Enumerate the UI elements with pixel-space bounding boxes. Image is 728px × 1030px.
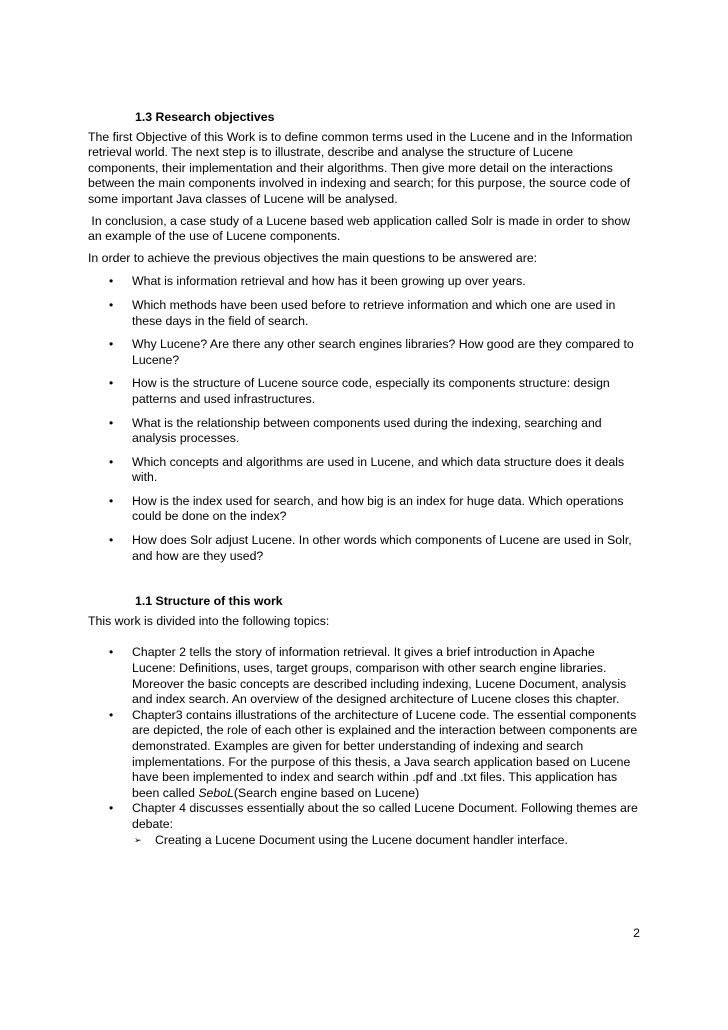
heading-structure-of-work: 1.1 Structure of this work xyxy=(135,594,283,609)
sub-list-item xyxy=(132,833,638,849)
list-item xyxy=(88,274,638,290)
page-number: 2 xyxy=(633,926,640,940)
list-item xyxy=(88,801,638,848)
list-item xyxy=(88,494,638,525)
list-item xyxy=(88,337,638,368)
bullet-icon: • xyxy=(109,533,114,548)
list-item-text: How does Solr adjust Lucene. In other words which components of Lucene are used in Solr, and how are they used? xyxy=(132,533,632,563)
paragraph-topics-intro: This work is divided into the following topics: xyxy=(88,613,330,628)
bullet-icon: • xyxy=(109,415,114,430)
paragraph-conclusion: In conclusion, a case study of a Lucene based web application called Solr is made in order to show an example of the use of Lucene components. xyxy=(88,213,634,244)
chapter-2-text: Chapter 2 tells the story of information retrieval. It gives a brief introduction in Apache Lucene: Definitions, uses, target groups, comparison with other search engine libraries. Moreover the basic concepts are described including indexing, Lucene Document, analysis and index search. An overview of the designed architecture of Lucene closes this chapter. xyxy=(132,645,627,707)
section-spacer xyxy=(88,572,638,594)
list-item xyxy=(88,533,638,564)
list-item-text: Which methods have been used before to retrieve information and which one are used in these days in the field of search. xyxy=(132,297,616,328)
chapter-3-text-end: (Search engine based on Lucene) xyxy=(233,785,420,800)
questions-list xyxy=(88,274,638,564)
list-item xyxy=(88,645,638,707)
bullet-icon: • xyxy=(109,297,114,312)
chapters-list xyxy=(88,645,638,848)
arrow-bullet-icon: ➢ xyxy=(134,834,142,845)
bullet-icon: • xyxy=(109,645,114,660)
heading-research-objectives: 1.3 Research objectives xyxy=(135,110,275,124)
bullet-icon: • xyxy=(109,454,114,469)
bullet-icon: • xyxy=(109,376,114,391)
bullet-icon: • xyxy=(109,493,114,508)
list-item xyxy=(88,298,638,329)
paragraph-questions-intro: In order to achieve the previous objectives the main questions to be answered are: xyxy=(88,250,538,265)
bullet-icon: • xyxy=(109,337,114,352)
bullet-icon: • xyxy=(109,801,114,816)
list-item-text: What is the relationship between components used during the indexing, searching and analysis processes. xyxy=(132,415,602,446)
chapter-3-text: Chapter3 contains illustrations of the architecture of Lucene code. The essential components are depicted, the role of each other is explained and the interaction between components are demonstrated. Examples are given for better understanding of indexing and search implementations. For the purpose of this thesis, a Java search application based on Lucene have been implemented to index and search within .pdf and .txt files. This application has been called xyxy=(132,707,638,800)
sebol-name: SeboL xyxy=(198,785,234,800)
list-item-text: What is information retrieval and how has it been growing up over years. xyxy=(132,274,526,289)
list-item-text: Why Lucene? Are there any other search engines libraries? How good are they compared to Lucene? xyxy=(132,337,634,367)
bullet-icon: • xyxy=(109,707,114,722)
list-item xyxy=(88,708,638,802)
chapter-4-text: Chapter 4 discusses essentially about the so called Lucene Document. Following themes are debate: xyxy=(132,801,638,831)
paragraph-objectives: The first Objective of this Work is to define common terms used in the Lucene and in the Information retrieval world. The next step is to illustrate, describe and analyse the structure of Lucene components, their implementation and their algorithms. Then give more detail on the interactions between the main components involved in indexing and search; for this purpose, the source code of some important Java classes of Lucene will be analysed. xyxy=(88,129,633,206)
list-item-text: How is the index used for search, and how big is an index for huge data. Which operations could be done on the index? xyxy=(132,493,624,524)
sub-list-item-text: Creating a Lucene Document using the Lucene document handler interface. xyxy=(155,832,568,847)
list-item xyxy=(88,455,638,486)
list-item xyxy=(88,416,638,447)
list-item-text: Which concepts and algorithms are used in Lucene, and which data structure does it deals with. xyxy=(132,454,625,485)
list-item-text: How is the structure of Lucene source code, especially its components structure: design patterns and used infrastructures. xyxy=(132,376,610,406)
list-item xyxy=(88,376,638,407)
chapter-4-sublist xyxy=(132,833,638,849)
page-content xyxy=(88,110,638,848)
bullet-icon: • xyxy=(109,274,114,289)
